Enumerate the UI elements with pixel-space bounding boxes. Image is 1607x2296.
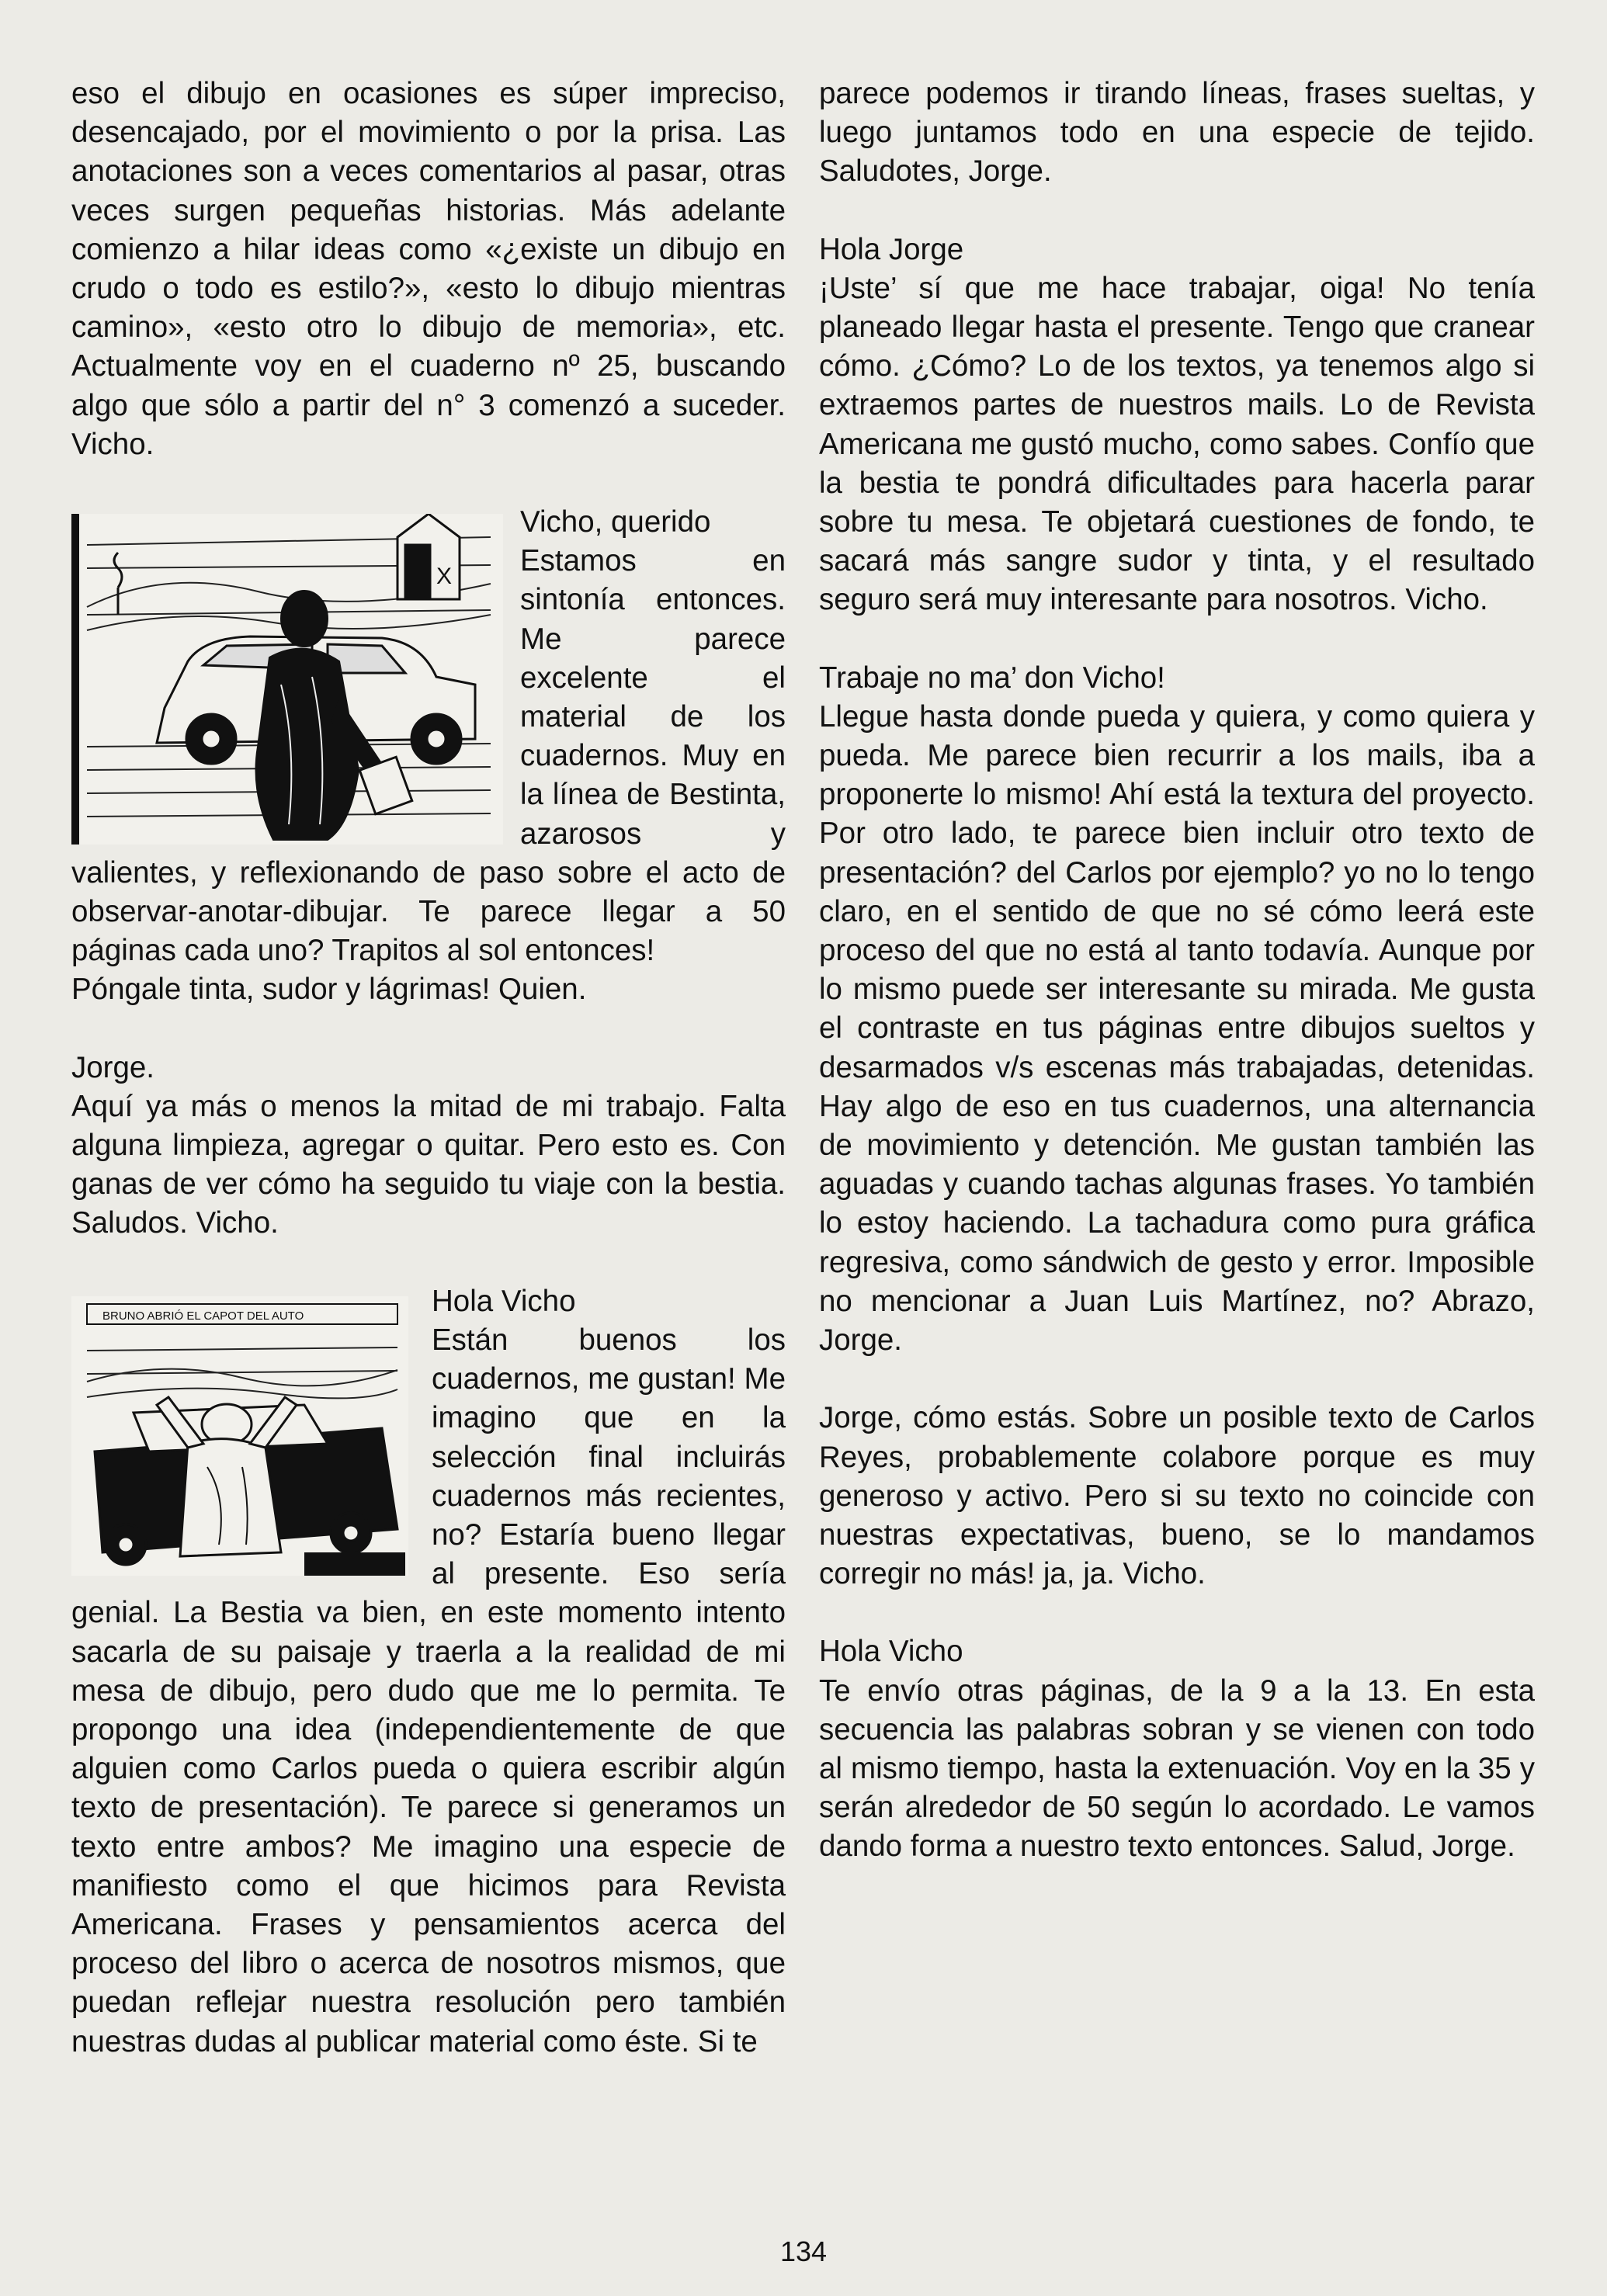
letter-closing: Póngale tinta, sudor y lágrimas! Quien.: [71, 973, 587, 1007]
intro-text: parece podemos ir tirando líneas, frases sueltas, y luego juntamos todo en una especie de tejido. Saludotes, Jorge.: [819, 77, 1535, 189]
svg-text:X: X: [436, 564, 453, 590]
page-number: 134: [779, 2235, 828, 2267]
letter-jorge: [71, 1049, 786, 1243]
car-hood-drawing-icon: [71, 1296, 408, 1576]
car-drawing-icon: [71, 514, 503, 845]
right-column: [819, 75, 1535, 1867]
letter-body: Te envío otras páginas, de la 9 a la 13. En esta secuencia las palabras sobran y se vienen con todo al mismo tiempo, hasta la extenuación. Voy en la 35 y serán alrededor de 50 según lo acordado. Le vamos dando forma a nuestro texto entonces. Salud, Jorge.: [819, 1673, 1535, 1864]
letter-greeting: Hola Jorge: [819, 232, 964, 266]
letter-body: Aquí ya más o menos la mitad de mi trabajo. Falta alguna limpieza, agregar o quitar. Pero esto es. Con ganas de ver cómo ha seguido tu viaje con la bestia. Saludos. Vicho.: [71, 1089, 786, 1240]
illustration-man-and-car: [71, 514, 503, 845]
letter-greeting: Jorge.: [71, 1050, 155, 1084]
intro-paragraph: [71, 75, 786, 464]
letter-body: Estamos en sintonía entonces. Me parece excelente el material de los cuadernos. Muy en la línea de Bestinta, azarosos y valientes, y reflexionando de paso sobre el acto de observar-anotar-dibujar. Te parece llegar a 50 páginas cada uno? Trapitos al sol entonces!: [71, 544, 786, 968]
letter-body: Llegue hasta donde pueda y quiera, y como quiera y pueda. Me parece bien recurrir a los mails, iba a proponerte lo mismo! Ahí está la textura del proyecto. Por otro lado, te parece bien incluir otro texto de presentación? del Carlos por ejemplo? yo no lo tengo claro, en el sentido de que no sé cómo leerá este proceso del que no está al tanto todavía. Aunque por lo mismo puede ser interesante su mirada. Me gusta el contraste en tus páginas entre dibujos sueltos y desarmados v/s escenas más trabajadas, detenidas. Hay algo de eso en tus cuadernos, una alternancia de movimiento y detención. Me gustan también las aguadas y cuando tachas algunas frases. Yo también lo estoy haciendo. La tachadura como pura gráfica regresiva, como sándwich de gesto y error. Imposible no mencionar a Juan Luis Martínez, no? Abrazo, Jorge.: [819, 699, 1535, 1358]
letter-jorge-como-estas: [819, 1399, 1535, 1594]
letter-body: Están buenos los cuadernos, me gustan! Me imagino que en la selección final incluirás cuadernos más recientes, no? Estaría bueno llegar al presente. Eso sería genial. La Bestia va bien, en este momento intento sacarla de su paisaje y traerla a la realidad de mi mesa de dibujo, pero dudo que me lo permita. Te propongo una idea (independientemente de que alguien como Carlos pueda o quiera escribir algún texto de presentación). Te parece si generamos un texto entre ambos? Me imagino una especie de manifiesto como el que hicimos para Revista Americana. Frases y pensamientos acerca del proceso del libro o acerca de nosotros mismos, que puedan reflejar nuestra resolución pero también nuestras dudas al publicar material como éste. Si te: [71, 1323, 786, 2058]
letter-hola-vicho: [71, 1282, 786, 2062]
letter-greeting: Hola Vicho: [819, 1635, 963, 1669]
letter-hola-vicho-2: [819, 1632, 1535, 1866]
letter-body: ¡Uste’ sí que me hace trabajar, oiga! No tenía planeado llegar hasta el presente. Tengo que cranear cómo. ¿Cómo? Lo de los textos, ya tenemos algo si extraemos partes de nuestros mails. Lo de Revista Americana me gustó mucho, como sabes. Confío que la bestia te pondrá dificultades para hacerla parar sobre tu mesa. Te objetará cuestiones de fondo, te sacará más sangre sudor y tinta, y el resultado seguro será muy interesante para nosotros. Vicho.: [819, 271, 1535, 617]
left-column: [71, 75, 786, 2062]
letter-greeting: Trabaje no ma’ don Vicho!: [819, 661, 1165, 695]
letter-hola-jorge: [819, 231, 1535, 620]
illustration-bruno-hood: [71, 1296, 408, 1576]
intro-text: eso el dibujo en ocasiones es súper impreciso, desencajado, por el movimiento o por la prisa. Las anotaciones son a veces comentarios al pasar, otras veces surgen pequeñas historias. Más adelante comienzo a hilar ideas como «¿existe un dibujo en crudo o todo es estilo?», «esto lo dibujo mientras camino», «esto otro lo dibujo de memoria», etc. Actualmente voy en el cuaderno nº 25, buscando algo que sólo a partir del n° 3 comenzó a suceder. Vicho.: [71, 77, 786, 461]
right-intro-paragraph: [819, 75, 1535, 192]
letter-vicho-querido: [71, 503, 786, 1010]
drawing-caption: BRUNO ABRIÓ EL CAPOT DEL AUTO: [102, 1309, 304, 1323]
letter-trabaje-no-ma: [819, 659, 1535, 1361]
letter-greeting: Hola Vicho: [432, 1284, 576, 1318]
letter-body: Jorge, cómo estás. Sobre un posible texto de Carlos Reyes, probablemente colabore porque es muy generoso y activo. Pero si su texto no coincide con nuestras expectativas, bueno, se lo mandamos corregir no más! ja, ja. Vicho.: [819, 1401, 1535, 1591]
letter-greeting: Vicho, querido: [520, 505, 711, 539]
